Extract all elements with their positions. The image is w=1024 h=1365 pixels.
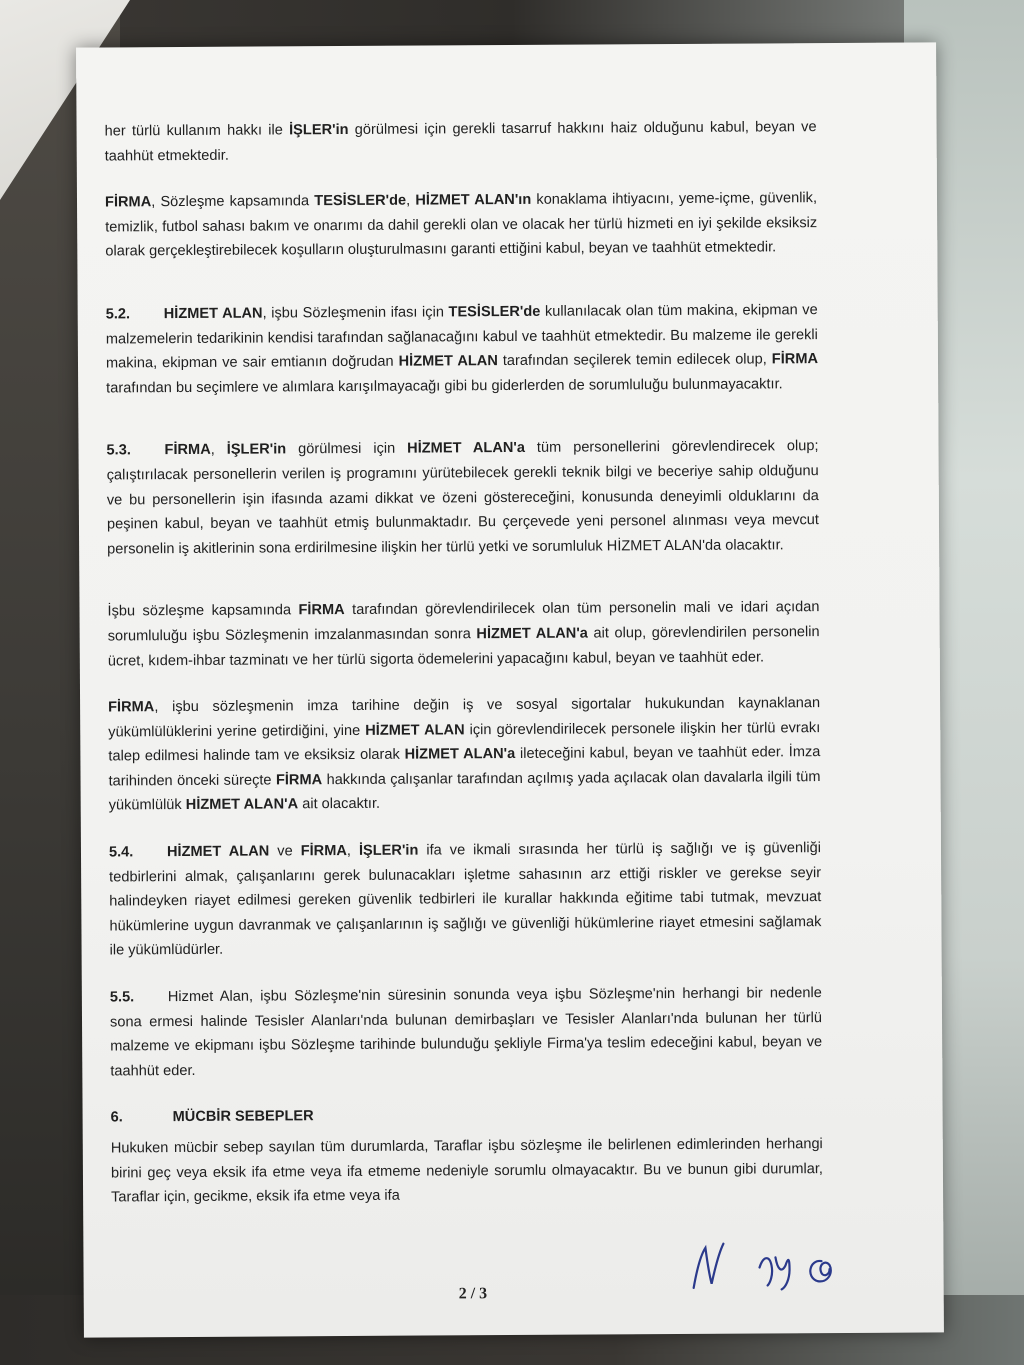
clause-number: 5.2. [105,306,131,323]
paragraph-force-majeure: Hukuken mücbir sebep sayılan tüm durumlarda, Taraflar işbu sözleşme ile belirlenen edimlerinden herhangi birini geç veya eksik ifa etme veya ifa etmeme nedeniyle sorumlu olmayacaktır. Bu ve bunun gibi durumlar, Taraflar için, gecikme, eksik ifa etme veya ifa [110,1136,823,1206]
paragraph-firma-services: FİRMA, Sözleşme kapsamında TESİSLER'de, HİZMET ALAN'ın konaklama ihtiyacını, yeme-içme, güvenlik, temizlik, futbol sahası bakım ve onarımı da dahil gerekli olan ve olacak her türlü hizmeti en iyi şekilde eksiksiz olarak gerçekleştirebilecek koşulların oluşturulmasını garanti ettiğini kabul, beyan ve taahhüt etmektedir. [104,190,818,260]
signature-3 [810,1261,831,1282]
clause-number: 5.3. [106,442,131,459]
signature-1 [693,1244,723,1288]
clause-number: 5.5. [109,989,135,1006]
section-number: 6. [110,1109,123,1126]
paragraph-usage-rights: her türlü kullanım hakkı ile İŞLER'in görülmesi için gerekli tasarruf hakkını haiz olduğunu kabul, beyan ve taahhüt etmektedir. [104,119,817,165]
section-heading-force-majeure [111,1102,823,1131]
page-number: 2 / 3 [458,1285,488,1303]
clause-5-2: 5.2. HİZMET ALAN, işbu Sözleşmenin ifası için TESİSLER'de kullanılacak olan tüm makina, ekipman ve malzemelerin tedarikinin kendisi tarafından sağlanacağını kabul ve taahhüt etmektedir. Bu malzeme ile gerekli makina, ekipman ve sair emtianın doğrudan HİZMET ALAN tarafından seçilerek temin edilecek olup, FİRMA tarafından bu seçimlere ve alımlara karışılmayacağı gibi bu giderlerden de sorumluluğu bulunmayacaktır. [105,302,819,397]
clause-number: 5.4. [108,844,134,861]
paragraph-social-security: FİRMA, işbu sözleşmenin imza tarihine değin iş ve sosyal sigortalar hukukundan kaynaklanan yükümlülüklerini yerine getirdiğini, yine HİZMET ALAN için görevlendirilecek personele ilişkin her türlü evrakı talep edilmesi halinde tam ve eksiksiz olarak HİZMET ALAN'a ileteceğini kabul, beyan ve taahhüt eder. İmza tarihinden önceki süreçte FİRMA hakkında çalışanlar tarafından açılmış yada açılacak olan davalarla ilgili tüm yükümlülük HİZMET ALAN'A ait olacaktır. [108,695,821,814]
section-title: MÜCBİR SEBEPLER [172,1108,314,1126]
document-page [76,42,944,1337]
clause-5-3: 5.3. FİRMA, İŞLER'in görülmesi için HİZMET ALAN'a tüm personellerini görevlendirecek olup; çalıştırılacak personellerin verilen iş programını yürütebilecek gerekli teknik bilgi ve beceriye sahip olduğunu ve bu personellerin işin ifasında azami dikkat ve özeni göstereceğini, konusunda deneyimli olduklarını da peşinen kabul, beyan ve taahhüt etmiş bulunmaktadır. Bu çerçevede yeni personel alınması veya mevcut personelin iş akitlerinin sona erdirilmesine ilişkin her türlü yetki ve sorumluluk HİZMET ALAN'da olacaktır. [106,438,820,558]
document-body [105,115,824,1232]
paragraph-personnel-liability: İşbu sözleşme kapsamında FİRMA tarafından görevlendirilecek olan tüm personelin mali ve idari açıdan sorumluluğu işbu Sözleşmenin imzalanmasından sonra HİZMET ALAN'a ait olup, görevlendirilen personelin ücret, kıdem-ihbar tazminatı ve her türlü sigorta ödemelerini yapacağını kabul, beyan ve taahhüt eder. [107,599,820,669]
signatures-graphic [671,1225,871,1306]
clause-5-5: 5.5. Hizmet Alan, işbu Sözleşme'nin süresinin sonunda veya işbu Sözleşme'nin herhangi bir nedenle sona ermesi halinde Tesisler Alanları'nda bulunan demirbaşları ve Tesisler Alanları'nda bulunan her türlü malzeme ve ekipmanı işbu Sözleşme tarihinde bulunduğu şekliyle Firma'ya teslim edeceğini kabul, beyan ve taahhüt eder. [109,985,823,1080]
clause-5-4: 5.4. HİZMET ALAN ve FİRMA, İŞLER'in ifa ve ikmali sırasında her türlü iş sağlığı ve iş güvenliği tedbirlerini almak, çalışanlarını gerek bulunacakları işletme sahasının arz ettiği riskler ve gerekse seyir halindeyken riayet edilmesi gereken güvenlik tedbirleri ile kurallar hakkında eğitime tabi tutmak, mevzuat hükümlerine uygun davranmak ve çalışanlarının iş sağlığı ve güvenliği hükümlerine riayet etmesini sağlamak ile yükümlüdürler. [108,840,822,959]
signature-2 [759,1257,789,1289]
